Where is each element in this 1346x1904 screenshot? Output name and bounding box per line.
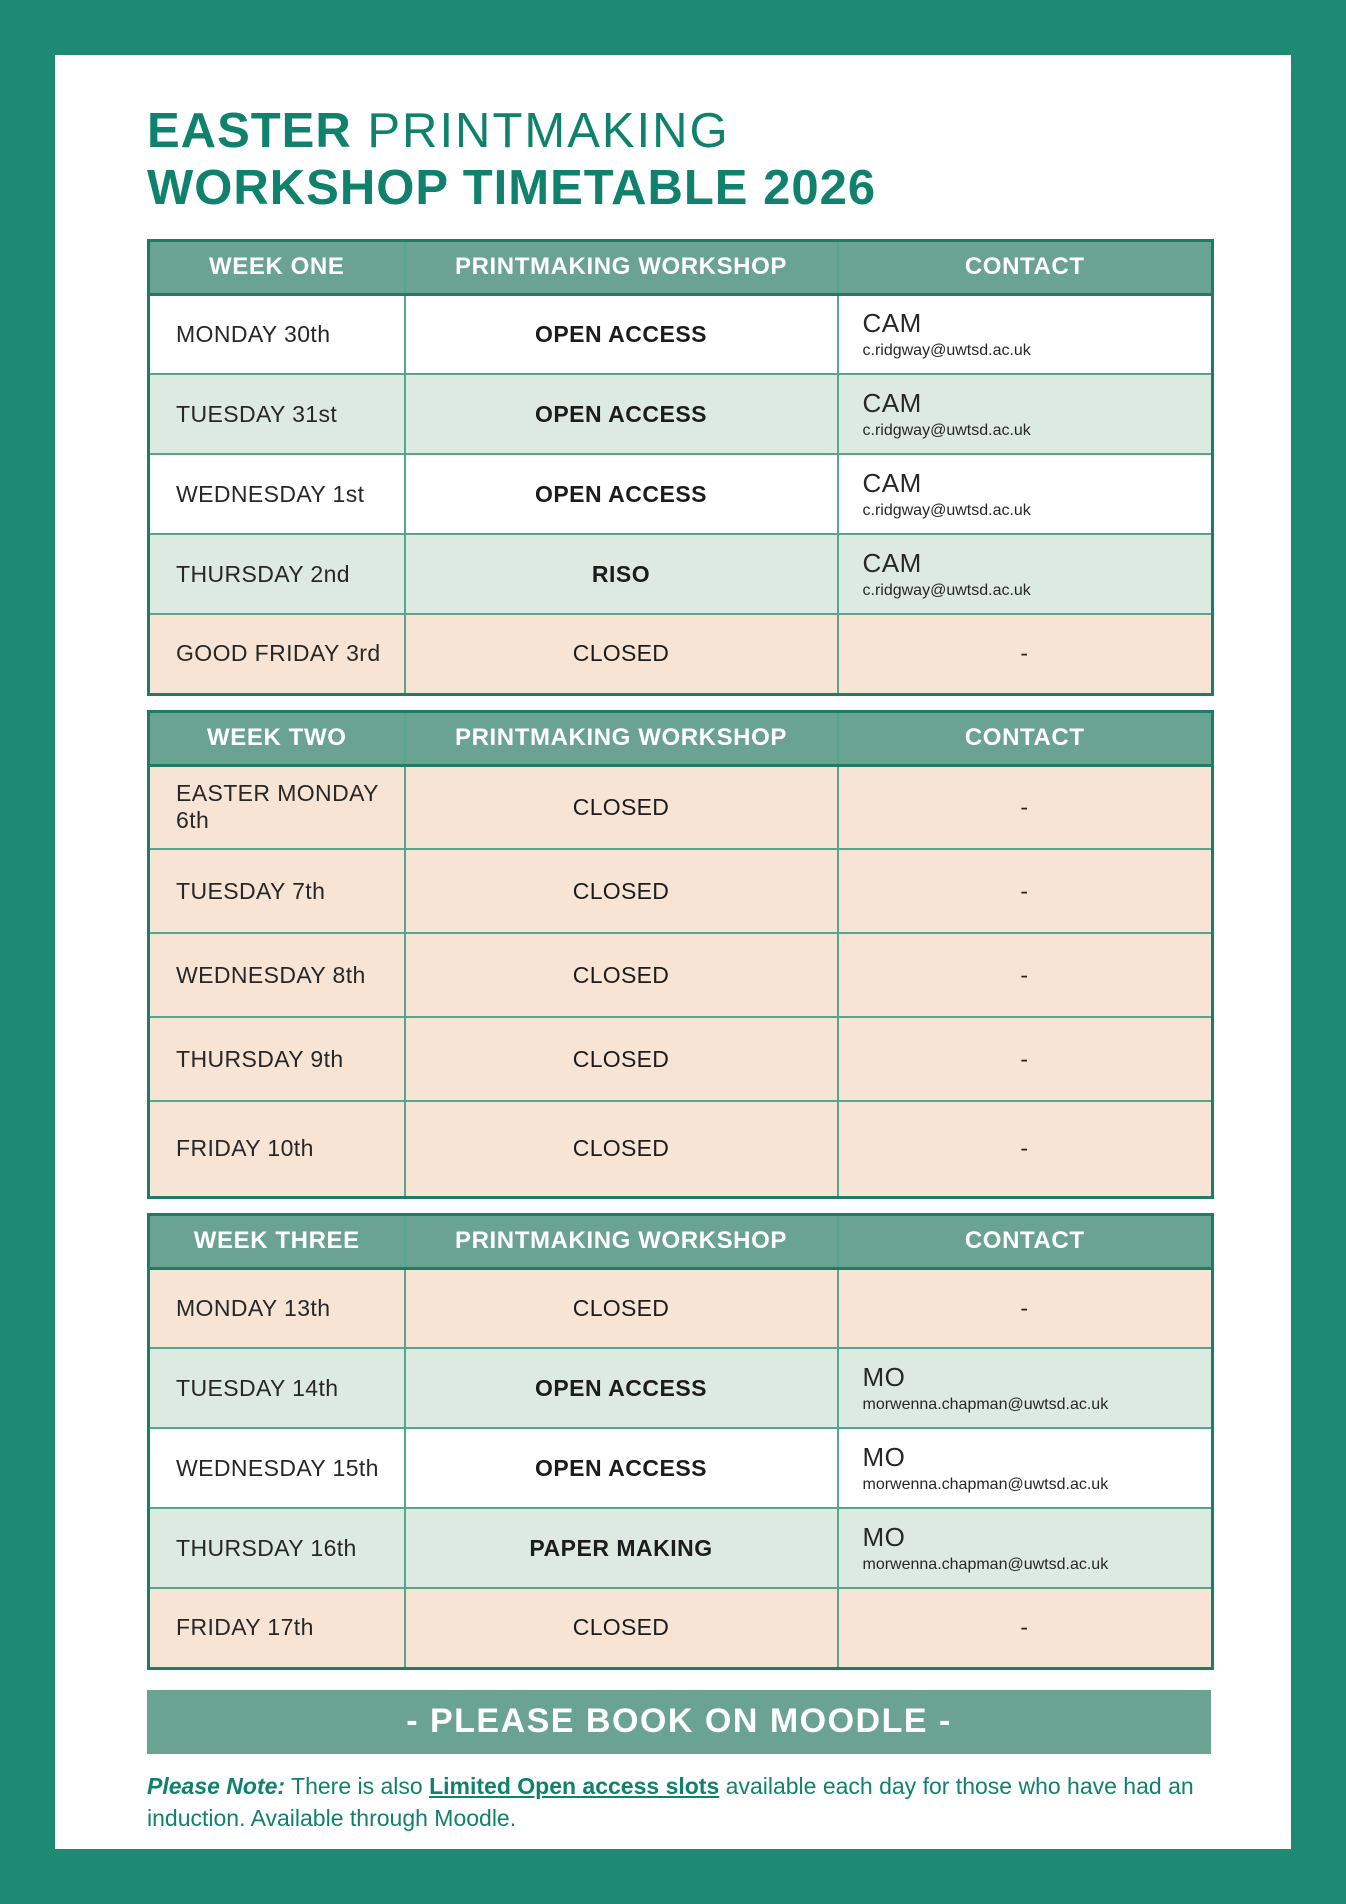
table-row (149, 294, 1213, 374)
week-three-table (147, 1213, 1214, 1670)
day-cell: FRIDAY 17th (149, 1588, 405, 1668)
day-cell: TUESDAY 14th (149, 1348, 405, 1428)
table-row (149, 614, 1213, 694)
contact-cell (838, 454, 1213, 534)
day-cell: MONDAY 30th (149, 294, 405, 374)
table-row (149, 1268, 1213, 1348)
day-cell: THURSDAY 2nd (149, 534, 405, 614)
contact-email: c.ridgway@uwtsd.ac.uk (862, 342, 1031, 360)
day-cell: THURSDAY 16th (149, 1508, 405, 1588)
workshop-cell: CLOSED (405, 765, 838, 849)
day-cell: GOOD FRIDAY 3rd (149, 614, 405, 694)
contact-email: c.ridgway@uwtsd.ac.uk (862, 582, 1031, 600)
workshop-cell: OPEN ACCESS (405, 1348, 838, 1428)
day-cell: EASTER MONDAY 6th (149, 765, 405, 849)
column-header-week: WEEK TWO (149, 711, 405, 765)
moodle-banner (147, 1690, 1211, 1754)
header-row (149, 711, 1213, 765)
contact-cell: - (838, 765, 1213, 849)
contact-cell (838, 534, 1213, 614)
workshop-cell: OPEN ACCESS (405, 454, 838, 534)
column-header-contact: CONTACT (838, 240, 1213, 294)
contact-cell (838, 1348, 1213, 1428)
column-header-workshop: PRINTMAKING WORKSHOP (405, 240, 838, 294)
contact-name: MO (862, 1362, 906, 1393)
workshop-cell: CLOSED (405, 1268, 838, 1348)
table-row (149, 1017, 1213, 1101)
contact-email: morwenna.chapman@uwtsd.ac.uk (862, 1556, 1109, 1574)
contact-name: CAM (862, 548, 922, 579)
contact-cell (838, 374, 1213, 454)
contact-cell: - (838, 614, 1213, 694)
workshop-cell: CLOSED (405, 1588, 838, 1668)
contact-name: CAM (862, 468, 922, 499)
table-row (149, 1508, 1213, 1588)
week-one-table (147, 239, 1214, 696)
note-prefix: Please Note: (147, 1772, 286, 1799)
table-row (149, 454, 1213, 534)
column-header-contact: CONTACT (838, 1214, 1213, 1268)
title-line-1 (147, 104, 730, 158)
table-row (149, 1428, 1213, 1508)
table-row (149, 849, 1213, 933)
workshop-cell: PAPER MAKING (405, 1508, 838, 1588)
day-cell: WEDNESDAY 15th (149, 1428, 405, 1508)
poster-sheet (55, 55, 1291, 1849)
contact-cell: - (838, 1017, 1213, 1101)
contact-email: c.ridgway@uwtsd.ac.uk (862, 502, 1031, 520)
contact-name: CAM (862, 388, 922, 419)
day-cell: MONDAY 13th (149, 1268, 405, 1348)
column-header-workshop: PRINTMAKING WORKSHOP (405, 1214, 838, 1268)
banner-text: - PLEASE BOOK ON MOODLE - (406, 1702, 952, 1741)
day-cell: THURSDAY 9th (149, 1017, 405, 1101)
day-cell: FRIDAY 10th (149, 1101, 405, 1197)
header-row (149, 1214, 1213, 1268)
workshop-cell: OPEN ACCESS (405, 294, 838, 374)
contact-cell (838, 1508, 1213, 1588)
contact-cell: - (838, 1101, 1213, 1197)
table-row (149, 1588, 1213, 1668)
day-cell: WEDNESDAY 1st (149, 454, 405, 534)
header-row (149, 240, 1213, 294)
table-row (149, 1348, 1213, 1428)
contact-name: MO (862, 1442, 906, 1473)
contact-name: CAM (862, 308, 922, 339)
contact-cell (838, 294, 1213, 374)
contact-cell: - (838, 933, 1213, 1017)
contact-cell (838, 1428, 1213, 1508)
workshop-cell: RISO (405, 534, 838, 614)
note-after: available each day for those who have had an induction. Available through Moodle. (147, 1772, 1194, 1832)
note-link[interactable]: Limited Open access slots (429, 1772, 720, 1799)
table-row (149, 374, 1213, 454)
column-header-contact: CONTACT (838, 711, 1213, 765)
contact-email: c.ridgway@uwtsd.ac.uk (862, 422, 1031, 440)
title-line-2: WORKSHOP TIMETABLE 2026 (147, 160, 877, 215)
workshop-cell: CLOSED (405, 849, 838, 933)
note-text (147, 1770, 1211, 1835)
contact-cell: - (838, 849, 1213, 933)
workshop-cell: CLOSED (405, 1017, 838, 1101)
workshop-cell: CLOSED (405, 933, 838, 1017)
week-two-table (147, 710, 1214, 1199)
workshop-cell: OPEN ACCESS (405, 374, 838, 454)
contact-email: morwenna.chapman@uwtsd.ac.uk (862, 1396, 1109, 1414)
table-row (149, 534, 1213, 614)
contact-cell: - (838, 1588, 1213, 1668)
column-header-week: WEEK ONE (149, 240, 405, 294)
day-cell: WEDNESDAY 8th (149, 933, 405, 1017)
column-header-workshop: PRINTMAKING WORKSHOP (405, 711, 838, 765)
contact-name: MO (862, 1522, 906, 1553)
table-row (149, 765, 1213, 849)
contact-cell: - (838, 1268, 1213, 1348)
day-cell: TUESDAY 7th (149, 849, 405, 933)
title-word-easter: EASTER (147, 104, 352, 158)
column-header-week: WEEK THREE (149, 1214, 405, 1268)
title-word-printmaking: PRINTMAKING (351, 104, 730, 158)
workshop-cell: OPEN ACCESS (405, 1428, 838, 1508)
note-before: There is also (285, 1772, 430, 1799)
page-title (147, 103, 1231, 217)
table-row (149, 933, 1213, 1017)
workshop-cell: CLOSED (405, 614, 838, 694)
contact-email: morwenna.chapman@uwtsd.ac.uk (862, 1476, 1109, 1494)
table-row (149, 1101, 1213, 1197)
day-cell: TUESDAY 31st (149, 374, 405, 454)
workshop-cell: CLOSED (405, 1101, 838, 1197)
